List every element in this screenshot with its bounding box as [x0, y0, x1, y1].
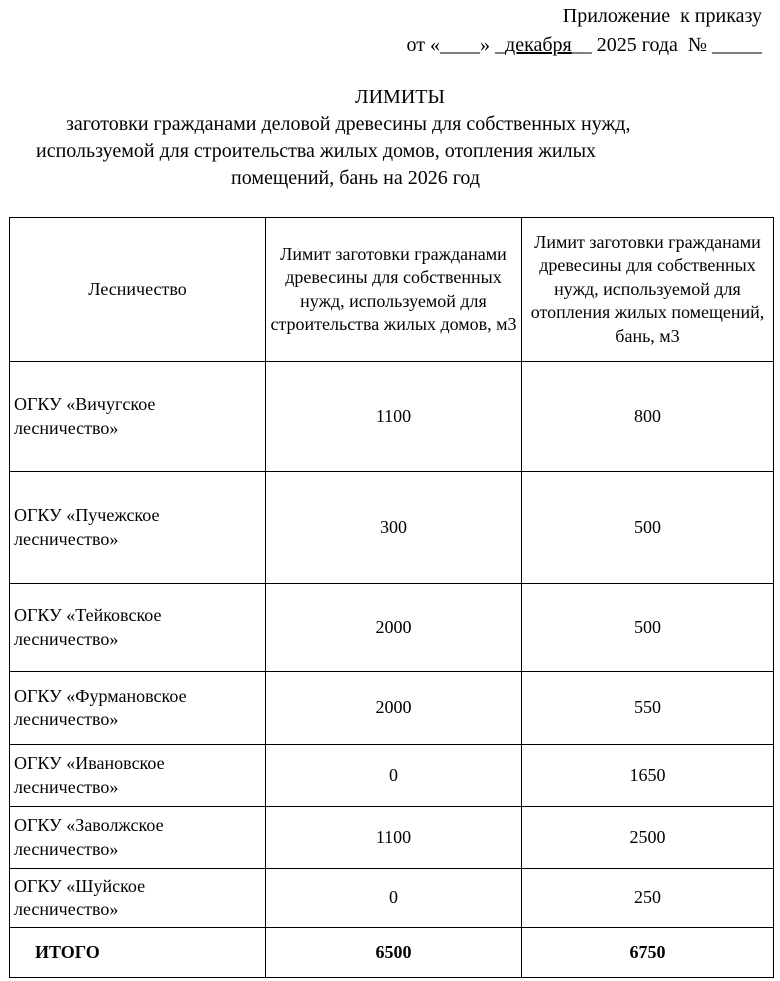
total-construction: 6500	[266, 928, 522, 978]
forestry-name: ОГКУ «Пучежское лесничество»	[10, 472, 266, 584]
forestry-name: ОГКУ «Фурмановское лесничество»	[10, 672, 266, 745]
header-heating-limit: Лимит заготовки гражданами древесины для собственных нужд, используемой для отопления жилых помещений, бань, м3	[522, 218, 774, 362]
limits-table	[9, 217, 774, 978]
document-title: ЛИМИТЫ	[355, 86, 445, 108]
construction-value: 1100	[266, 807, 522, 869]
forestry-name: ОГКУ «Вичугское лесничество»	[10, 362, 266, 472]
heating-value: 800	[522, 362, 774, 472]
header-construction-limit: Лимит заготовки гражданами древесины для собственных нужд, используемой для строительства жилых домов, м3	[266, 218, 522, 362]
header-forestry: Лесничество	[10, 218, 266, 362]
subtitle-line-1: заготовки гражданами деловой древесины для собственных нужд,	[66, 113, 631, 135]
forestry-name: ОГКУ «Тейковское лесничество»	[10, 584, 266, 672]
construction-value: 2000	[266, 584, 522, 672]
table-row	[10, 869, 774, 928]
table-row	[10, 584, 774, 672]
total-label: ИТОГО	[10, 928, 266, 978]
subtitle-line-3: помещений, бань на 2026 год	[231, 167, 481, 189]
forestry-name: ОГКУ «Заволжское лесничество»	[10, 807, 266, 869]
total-row	[10, 928, 774, 978]
construction-value: 0	[266, 869, 522, 928]
heating-value: 2500	[522, 807, 774, 869]
total-heating: 6750	[522, 928, 774, 978]
heating-value: 1650	[522, 745, 774, 807]
table-row	[10, 472, 774, 584]
heating-value: 500	[522, 472, 774, 584]
document-heading	[20, 84, 780, 192]
heating-value: 550	[522, 672, 774, 745]
heating-value: 250	[522, 869, 774, 928]
forestry-name: ОГКУ «Ивановское лесничество»	[10, 745, 266, 807]
table-row	[10, 745, 774, 807]
order-date-suffix: __ 2025 года № _____	[571, 34, 762, 56]
table-row	[10, 362, 774, 472]
construction-value: 2000	[266, 672, 522, 745]
table-header-row	[10, 218, 774, 362]
forestry-name: ОГКУ «Шуйское лесничество»	[10, 869, 266, 928]
table-row	[10, 672, 774, 745]
appendix-label: Приложение к приказу	[562, 5, 762, 27]
subtitle-line-2: используемой для строительства жилых домов, отопления жилых	[36, 140, 597, 162]
order-reference	[407, 2, 762, 60]
order-month: декабря	[505, 34, 572, 56]
table-row	[10, 807, 774, 869]
construction-value: 1100	[266, 362, 522, 472]
construction-value: 300	[266, 472, 522, 584]
construction-value: 0	[266, 745, 522, 807]
heating-value: 500	[522, 584, 774, 672]
order-date-prefix: от «____» _	[406, 34, 506, 56]
order-date-number	[407, 31, 762, 60]
